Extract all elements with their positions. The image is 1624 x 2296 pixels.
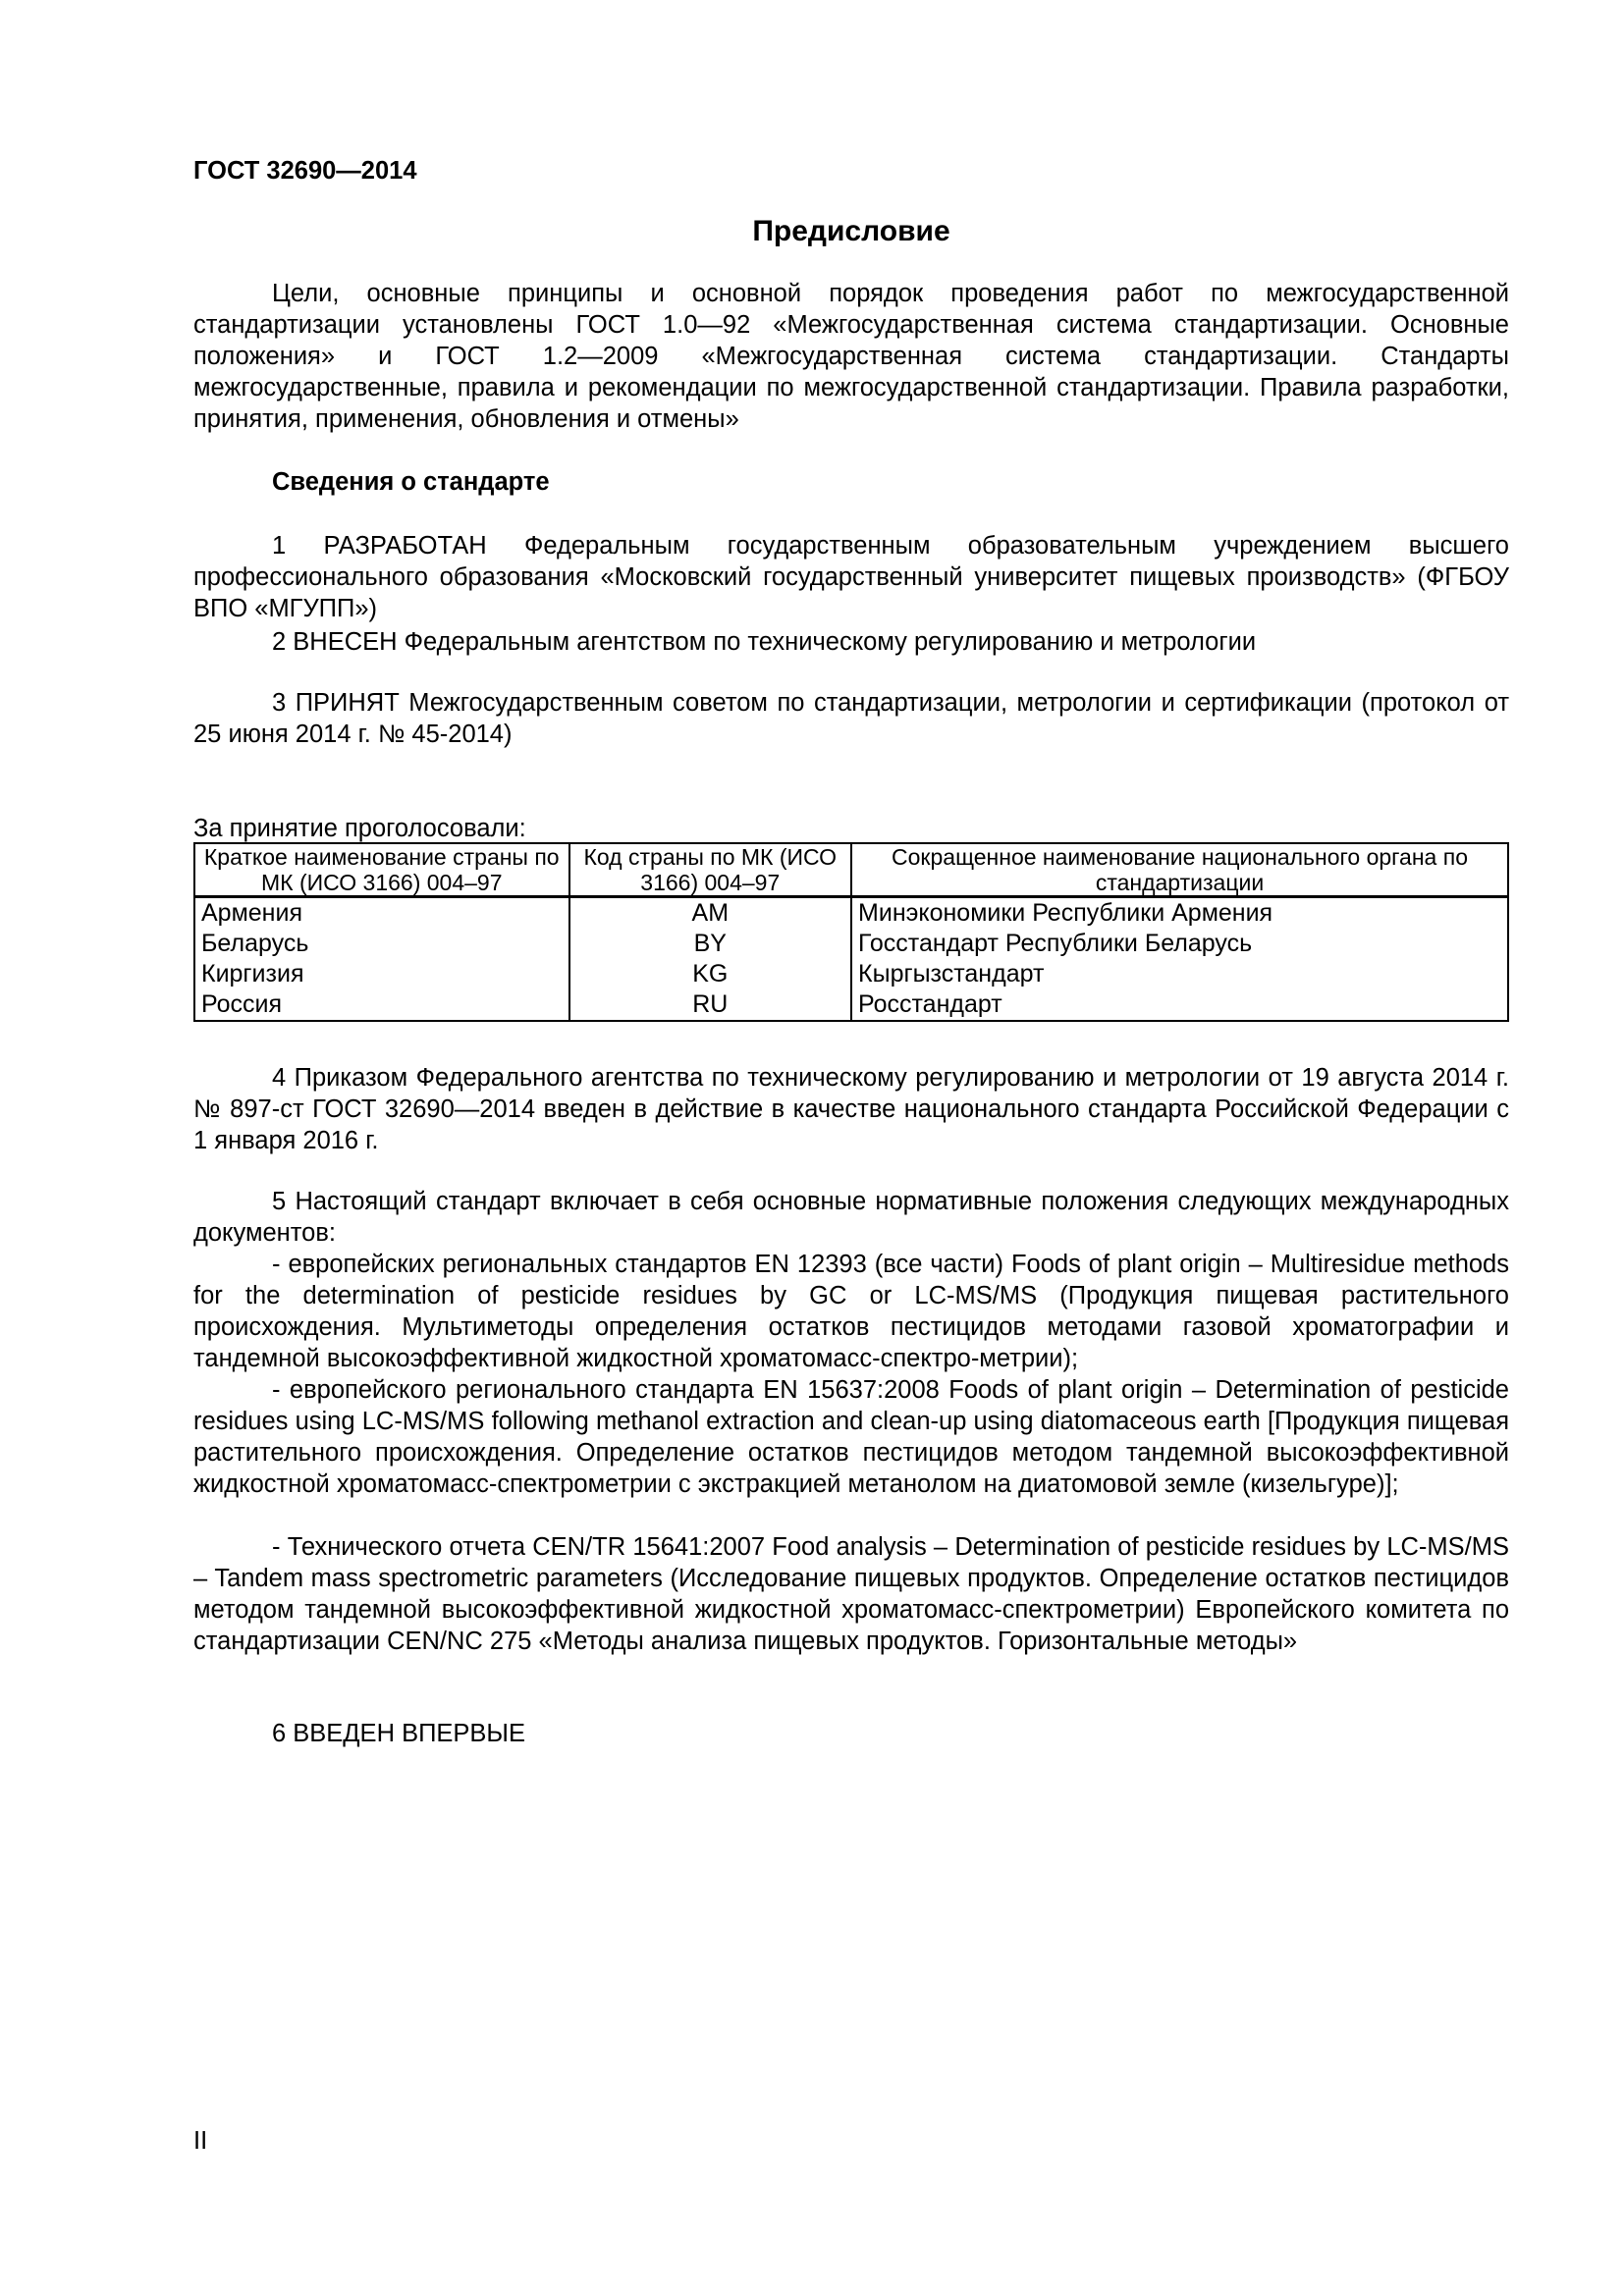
page-number: II (193, 2127, 208, 2155)
votes-table (193, 842, 1509, 1022)
item-doc1: - европейских региональных стандартов EN 12393 (все части) Foods of plant origin – Multiresidue methods for the determination of pesticide residues by GC or LC-MS/MS (Продукция пищевая растительного происхождения. Мультиметоды определения остатков пестицидов методами газовой хроматографии и тандемной высокоэффективной жидкостной хроматомасс-спектро-метрии); (193, 1251, 1509, 1372)
cell-body: Госстандарт Республики Беларусь (851, 929, 1508, 959)
item-order: 4 Приказом Федерального агентства по техническому регулированию и метрологии от 19 августа 2014 г. № 897-ст ГОСТ 32690—2014 введен в действие в качестве национального стандарта Российской Федерации с 1 января 2016 г. (193, 1064, 1509, 1154)
section-heading: Сведения о стандарте (272, 468, 550, 496)
column-header-code: Код страны по МК (ИСО 3166) 004–97 (569, 843, 852, 897)
table-row (194, 897, 1508, 930)
cell-country: Беларусь (194, 929, 569, 959)
cell-country: Армения (194, 897, 569, 930)
cell-code: RU (569, 989, 852, 1021)
item-adopted: 3 ПРИНЯТ Межгосударственным советом по стандартизации, метрологии и сертификации (протокол от 25 июня 2014 г. № 45-2014) (193, 689, 1509, 748)
item-doc2: - европейского регионального стандарта EN 15637:2008 Foods of plant origin – Determination of pesticide residues using LC-MS/MS following methanol extraction and clean-up using diatomaceous earth [Продукция пищевая растительного происхождения. Определение остатков пестицидов методом тандемной высокоэффективной жидкостной хроматомасс-спектрометрии с экстракцией метанолом на диатомовой земле (кизельгуре)]; (193, 1376, 1509, 1498)
column-header-body: Сокращенное наименование национального органа по стандартизации (851, 843, 1508, 897)
item-first: 6 ВВЕДЕН ВПЕРВЫЕ (272, 1720, 526, 1747)
cell-country: Киргизия (194, 959, 569, 989)
cell-body: Минэкономики Республики Армения (851, 897, 1508, 930)
item-developed: 1 РАЗРАБОТАН Федеральным государственным образовательным учреждением высшего профессионального образования «Московский государственный университет пищевых производств» (ФГБОУ ВПО «МГУПП») (193, 532, 1509, 622)
cell-code: KG (569, 959, 852, 989)
table-row (194, 989, 1508, 1021)
table-row (194, 959, 1508, 989)
item-includes: 5 Настоящий стандарт включает в себя основные нормативные положения следующих международных документов: (193, 1188, 1509, 1247)
cell-body: Росстандарт (851, 989, 1508, 1021)
item-doc3: - Технического отчета CEN/TR 15641:2007 Food analysis – Determination of pesticide residues by LC-MS/MS – Tandem mass spectrometric parameters (Исследование пищевых продуктов. Определение остатков пестицидов методом тандемной высокоэффективной жидкостной хроматомасс-спектрометрии) Европейского комитета по стандартизации CEN/NC 275 «Методы анализа пищевых продуктов. Горизонтальные методы» (193, 1533, 1509, 1655)
cell-code: BY (569, 929, 852, 959)
cell-country: Россия (194, 989, 569, 1021)
table-header-row (194, 843, 1508, 897)
column-header-country: Краткое наименование страны по МК (ИСО 3166) 004–97 (194, 843, 569, 897)
page-title: Предисловие (752, 215, 950, 247)
table-row (194, 929, 1508, 959)
intro-paragraph: Цели, основные принципы и основной порядок проведения работ по межгосударственной стандартизации установлены ГОСТ 1.0—92 «Межгосударственная система стандартизации. Основные положения» и ГОСТ 1.2—2009 «Межгосударственная система стандартизации. Стандарты межгосударственные, правила и рекомендации по межгосударственной стандартизации. Правила разработки, принятия, применения, обновления и отмены» (193, 280, 1509, 433)
item-introduced: 2 ВНЕСЕН Федеральным агентством по техническому регулированию и метрологии (272, 628, 1257, 656)
cell-code: AM (569, 897, 852, 930)
cell-body: Кыргызстандарт (851, 959, 1508, 989)
votes-caption: За принятие проголосовали: (193, 815, 526, 842)
document-code: ГОСТ 32690—2014 (193, 157, 417, 185)
